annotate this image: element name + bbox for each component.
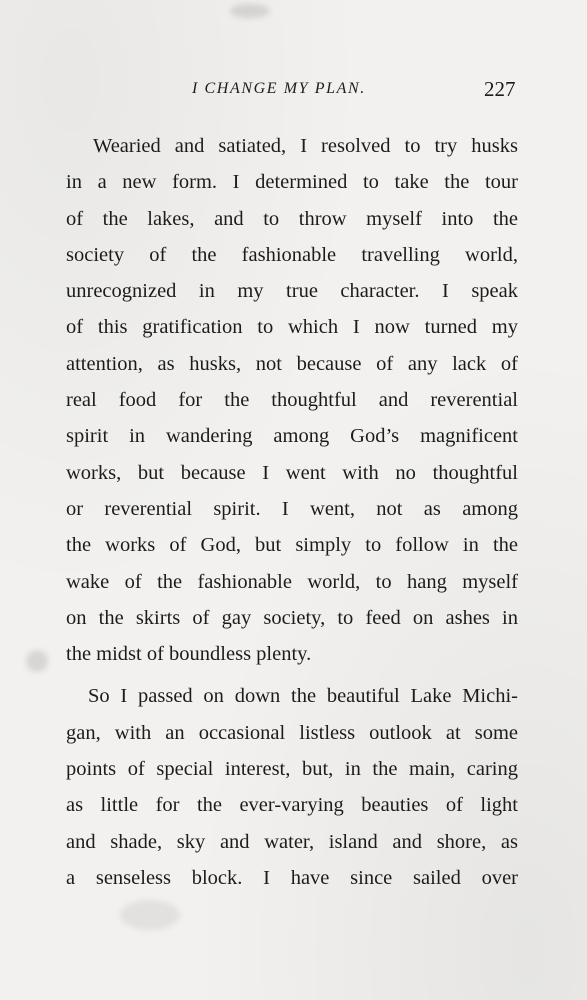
text-line: a senseless block. I have since sailed over	[66, 866, 518, 889]
text-line: points of special interest, but, in the main, caring	[66, 758, 518, 781]
text-line: real food for the thoughtful and reverential	[66, 389, 518, 412]
text-line: spirit in wandering among God’s magnificent	[66, 425, 518, 448]
running-head: I CHANGE MY PLAN.	[192, 80, 366, 97]
text-line: the works of God, but simply to follow in the	[66, 534, 518, 557]
page-number: 227	[484, 77, 516, 101]
text-line: society of the fashionable travelling world,	[66, 243, 518, 266]
text-line: So I passed on down the beautiful Lake Michi-	[88, 685, 518, 708]
text-line: or reverential spirit. I went, not as among	[66, 497, 518, 520]
text-line: of the lakes, and to throw myself into the	[66, 207, 518, 230]
text-line: as little for the ever-varying beauties of light	[66, 794, 518, 817]
text-line: on the skirts of gay society, to feed on ashes in	[66, 606, 518, 629]
text-line: Wearied and satiated, I resolved to try husks	[93, 135, 518, 157]
body-text	[66, 128, 518, 896]
paragraph	[66, 678, 518, 896]
paragraph	[66, 128, 518, 672]
text-line: gan, with an occasional listless outlook at some	[66, 721, 518, 744]
text-line: wake of the fashionable world, to hang myself	[66, 570, 518, 593]
text-line: the midst of boundless plenty.	[66, 643, 312, 666]
text-line: unrecognized in my true character. I speak	[66, 280, 518, 303]
ink-smudge	[26, 650, 48, 672]
text-line: attention, as husks, not because of any lack of	[66, 352, 518, 375]
ink-smudge	[230, 4, 270, 18]
text-line: and shade, sky and water, island and shore, as	[66, 830, 518, 853]
ink-smudge	[120, 900, 180, 930]
text-line: works, but because I went with no thoughtful	[66, 461, 518, 484]
page-header	[0, 77, 587, 103]
text-line: of this gratification to which I now turned my	[66, 316, 518, 339]
text-line: in a new form. I determined to take the tour	[66, 171, 518, 194]
